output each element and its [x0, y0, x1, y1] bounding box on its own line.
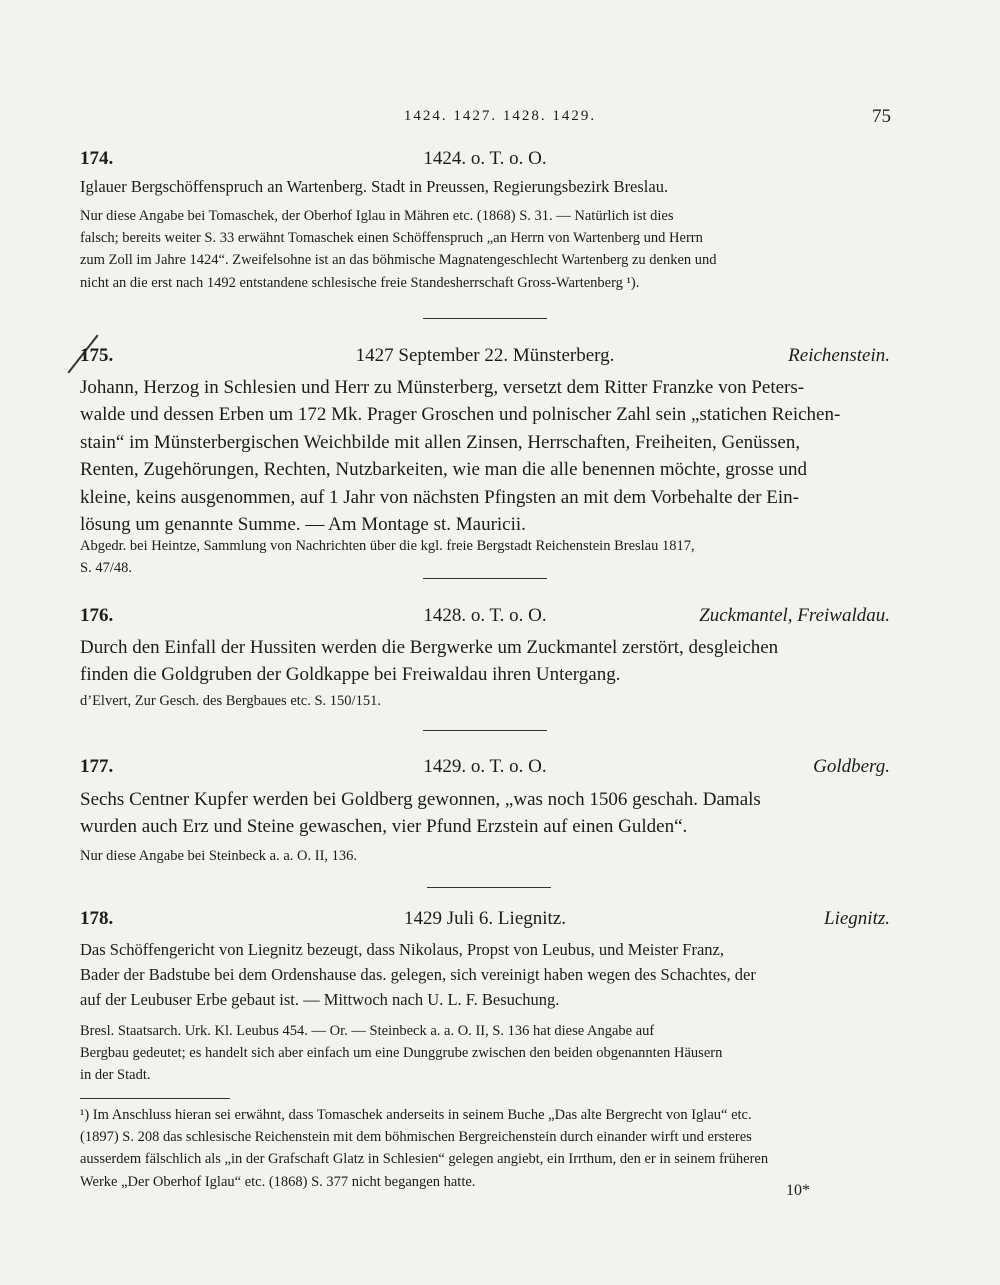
footnote-line: (1897) S. 208 das schlesische Reichenstein mit dem böhmischen Bergreichenstein durch einander wirft und ersteres [80, 1129, 752, 1146]
note-line: Abgedr. bei Heintze, Sammlung von Nachrichten über die kgl. freie Bergstadt Reichenstein Breslau 1817, [80, 538, 695, 554]
signature-mark: 10* [786, 1182, 810, 1199]
entry-date: 1428. o. T. o. O. [423, 605, 547, 626]
entry-date: 1427 September 22. Münsterberg. [355, 345, 615, 366]
text-line: Das Schöffengericht von Liegnitz bezeugt, dass Nikolaus, Propst von Leubus, und Meister Franz, [80, 940, 724, 959]
entry-175-note [80, 535, 890, 579]
section-divider [423, 318, 547, 319]
entry-place: Reichenstein. [788, 345, 890, 366]
footnote [80, 1104, 890, 1193]
entry-178-heading [80, 908, 890, 932]
entry-place: Goldberg. [813, 756, 890, 777]
text-line: Iglauer Bergschöffenspruch an Wartenberg. Stadt in Preussen, Regierungsbezirk Breslau. [80, 177, 669, 196]
note-line: Nur diese Angabe bei Steinbeck a. a. O. II, 136. [80, 848, 358, 864]
entry-place: Zuckmantel, Freiwaldau. [699, 605, 890, 626]
entry-number: 175. [80, 345, 114, 366]
entry-176-note [80, 690, 890, 712]
note-line: d’Elvert, Zur Gesch. des Bergbaues etc. S. 150/151. [80, 693, 381, 709]
text-line: wurden auch Erz und Steine gewaschen, vier Pfund Erzstein auf einen Gulden“. [80, 816, 688, 838]
entry-number: 178. [80, 908, 114, 929]
entry-date: 1429. o. T. o. O. [423, 756, 547, 777]
entry-number: 177. [80, 756, 114, 777]
footnote-line: ¹) Im Anschluss hieran sei erwähnt, dass Tomaschek anderseits in seinem Buche „Das alte Bergrecht von Iglau“ etc. [80, 1107, 752, 1123]
text-line: Johann, Herzog in Schlesien und Herr zu Münsterberg, versetzt dem Ritter Franzke von Peters- [80, 377, 805, 398]
text-line: Bader der Badstube bei dem Ordenshause das. gelegen, sich vereinigt haben wegen des Schachtes, der [80, 965, 756, 984]
text-line: finden die Goldgruben der Goldkappe bei Freiwaldau ihren Untergang. [80, 664, 621, 686]
footnote-line: Werke „Der Oberhof Iglau“ etc. (1868) S. 377 nicht begangen hatte. [80, 1173, 476, 1190]
note-line: nicht an die erst nach 1492 entstandene schlesische freie Standesherrschaft Gross-Wartenberg ¹). [80, 274, 640, 291]
text-line: Sechs Centner Kupfer werden bei Goldberg gewonnen, „was noch 1506 geschah. Damals [80, 789, 761, 810]
entry-place: Liegnitz. [824, 908, 890, 929]
running-head: 1424. 1427. 1428. 1429. [403, 108, 597, 124]
entry-174-text [80, 174, 890, 199]
entry-number: 174. [80, 148, 114, 169]
entry-date: 1429 Juli 6. Liegnitz. [403, 908, 566, 929]
entry-174-heading [80, 148, 890, 172]
entry-177-text [80, 786, 890, 841]
footnote-line: ausserdem fälschlich als „in der Grafschaft Glatz in Schlesien“ gelegen angiebt, ein Irrthum, den er in seinem früheren [80, 1151, 769, 1168]
entry-175-heading [80, 345, 890, 369]
text-line: auf der Leubuser Erbe gebaut ist. — Mittwoch nach U. L. F. Besuchung. [80, 990, 560, 1009]
text-line: walde und dessen Erben um 172 Mk. Prager Groschen und polnischer Zahl sein „statichen Reichen- [80, 404, 841, 426]
note-line: S. 47/48. [80, 560, 132, 577]
entry-178-text [80, 937, 890, 1012]
entry-177-heading [80, 756, 890, 780]
text-line: Renten, Zugehörungen, Rechten, Nutzbarkeiten, wie man die alle benennen möchte, grosse und [80, 459, 808, 481]
note-line: zum Zoll im Jahre 1424“. Zweifelsohne ist an das böhmische Magnatengeschlecht Wartenberg zu denken und [80, 252, 717, 269]
entry-175-text [80, 374, 890, 538]
text-line: lösung um genannte Summe. — Am Montage st. Mauricii. [80, 514, 526, 536]
entry-date: 1424. o. T. o. O. [423, 148, 547, 169]
text-line: kleine, keins ausgenommen, auf 1 Jahr von nächsten Pfingsten an mit dem Vorbehalte der Ein- [80, 486, 800, 508]
section-divider [423, 578, 547, 579]
page-number: 75 [872, 106, 891, 127]
entry-174-note [80, 205, 890, 294]
entry-177-note [80, 845, 890, 867]
note-line: Nur diese Angabe bei Tomaschek, der Oberhof Iglau in Mähren etc. (1868) S. 31. — Natürlich ist dies [80, 208, 674, 224]
text-line: stain“ im Münsterbergischen Weichbilde mit allen Zinsen, Herrschaften, Freiheiten, Genüssen, [80, 431, 801, 453]
section-divider [427, 887, 551, 888]
entry-176-text [80, 634, 890, 689]
note-line: in der Stadt. [80, 1067, 151, 1084]
note-line: falsch; bereits weiter S. 33 erwähnt Tomaschek einen Schöffenspruch „an Herrn von Wartenberg und Herrn [80, 230, 703, 247]
text-line: Durch den Einfall der Hussiten werden die Bergwerke um Zuckmantel zerstört, desgleichen [80, 637, 779, 658]
section-divider [423, 730, 547, 731]
note-line: Bergbau gedeutet; es handelt sich aber einfach um eine Dunggrube zwischen den beiden obgenannten Häusern [80, 1045, 723, 1062]
entry-176-heading [80, 605, 890, 629]
entry-number: 176. [80, 605, 114, 626]
note-line: Bresl. Staatsarch. Urk. Kl. Leubus 454. — Or. — Steinbeck a. a. O. II, S. 136 hat diese Angabe auf [80, 1023, 655, 1039]
entry-178-note [80, 1020, 890, 1087]
footnote-rule [80, 1098, 230, 1099]
